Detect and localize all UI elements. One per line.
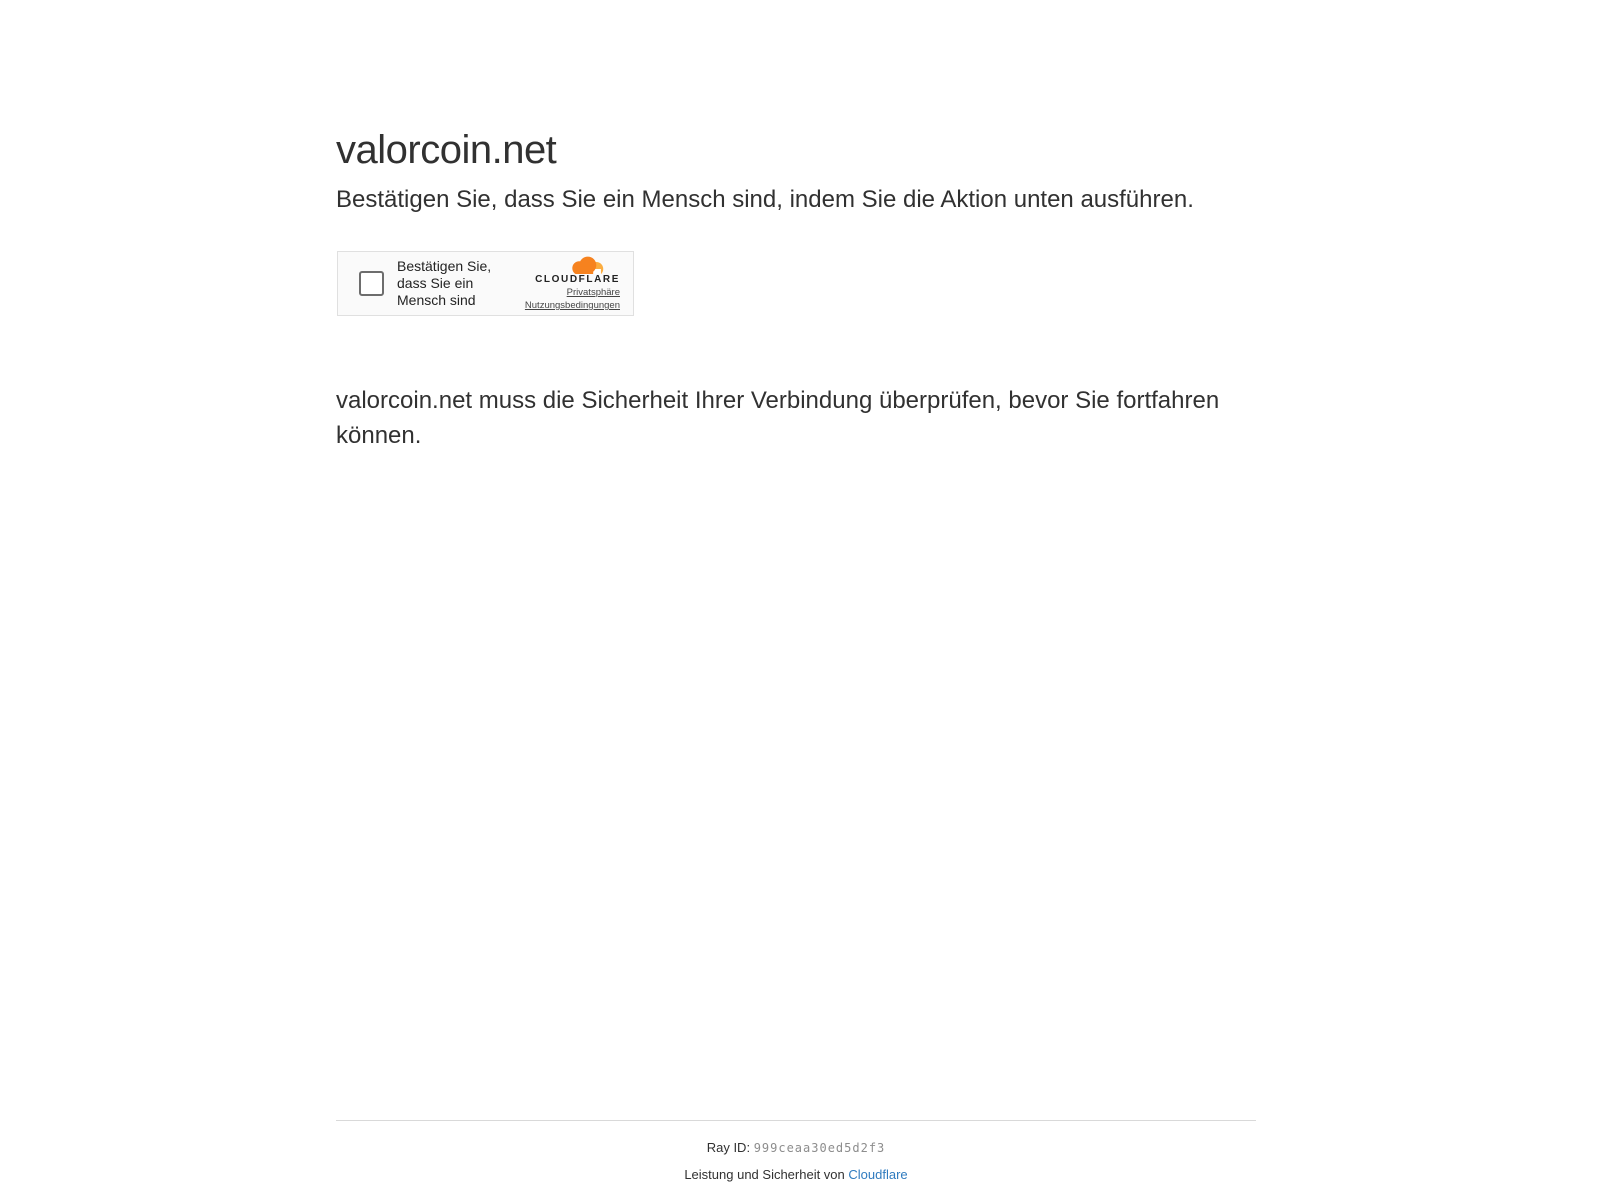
footer-divider bbox=[336, 1120, 1256, 1121]
ray-id-line bbox=[336, 1140, 1256, 1155]
page-title: valorcoin.net bbox=[336, 128, 557, 172]
ray-id-label: Ray ID: bbox=[706, 1140, 751, 1155]
cloudflare-brand-block bbox=[525, 255, 620, 312]
human-verification-label[interactable]: Bestätigen Sie, dass Sie ein Mensch sind bbox=[397, 258, 492, 308]
security-check-message: valorcoin.net muss die Sicherheit Ihrer Verbindung überprüfen, bevor Sie fortfahren können. bbox=[336, 387, 1220, 449]
ray-id-value: 999ceaa30ed5d2f3 bbox=[753, 1141, 886, 1155]
cloudflare-wordmark: CLOUDFLARE bbox=[535, 274, 620, 285]
terms-link[interactable]: Nutzungsbedingungen bbox=[524, 300, 620, 311]
turnstile-widget bbox=[337, 251, 634, 316]
challenge-page bbox=[336, 0, 1256, 1200]
human-verification-checkbox[interactable] bbox=[359, 271, 384, 296]
cloudflare-link[interactable]: Cloudflare bbox=[848, 1167, 908, 1182]
page-subtitle: Bestätigen Sie, dass Sie ein Mensch sind, indem Sie die Aktion unten ausführen. bbox=[336, 186, 1194, 213]
privacy-link[interactable]: Privatsphäre bbox=[566, 287, 620, 298]
security-attribution-text: Leistung und Sicherheit von bbox=[684, 1167, 845, 1182]
cloudflare-cloud-icon bbox=[570, 255, 604, 276]
security-attribution-line bbox=[336, 1167, 1256, 1182]
